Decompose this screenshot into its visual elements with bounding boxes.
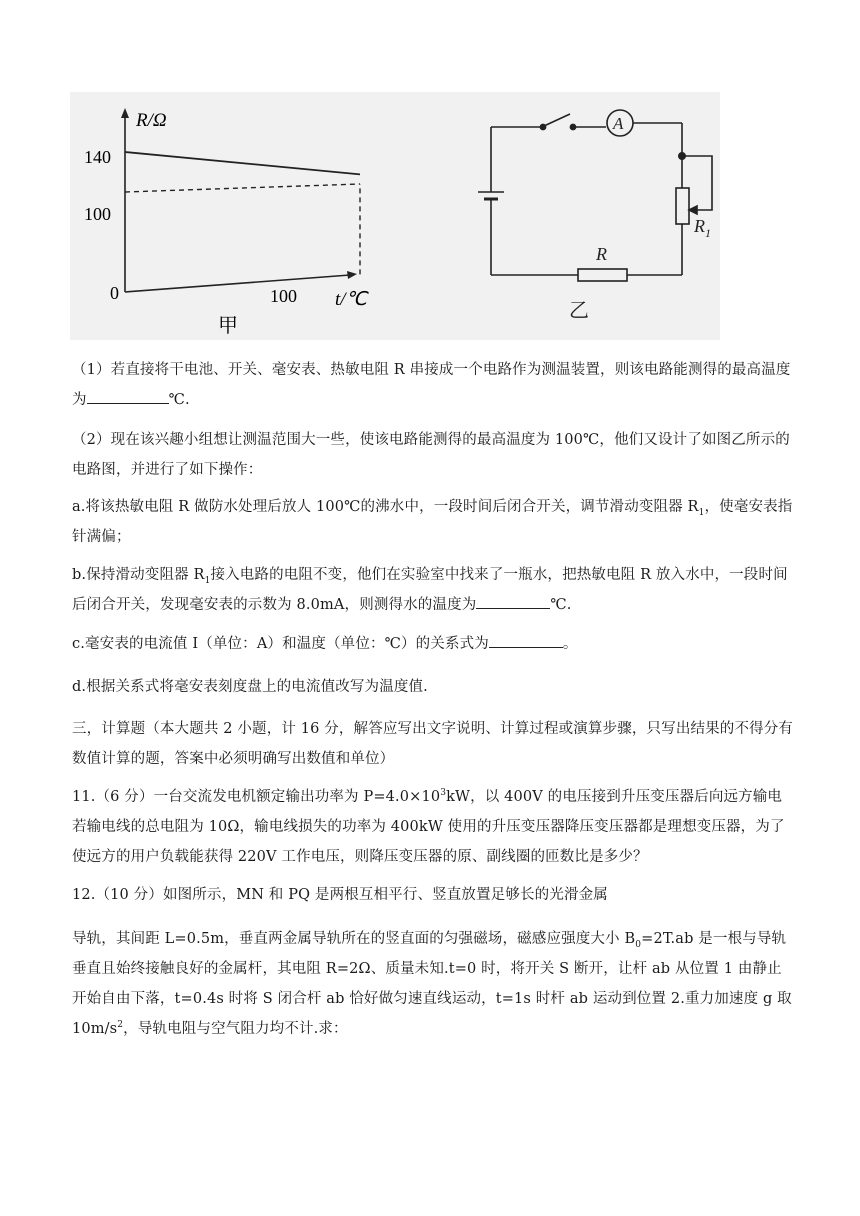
question-2-text: （2）现在该兴趣小组想让测温范围大一些，使该电路能测得的最高温度为 100℃，他们又设计了如图乙所示的电路图，并进行了如下操作： [72,432,790,478]
figures-panel [70,92,720,340]
step-b-after: 接入电路的电阻不变，他们在实验室中找来了一瓶水，把热敏电阻 R 放入水中，一段时间后闭合开关，发现毫安表的示数为 8.0mA，则测得水的温度为 [72,567,788,613]
step-b-unit: ℃. [550,597,572,613]
switch-contact-right [570,124,575,129]
question-12-part3: ，导轨电阻与空气阻力均不计.求： [123,1021,348,1037]
question-1 [72,355,794,415]
tick-label-140: 140 [84,147,111,167]
question-11 [72,782,794,872]
question-11-before: 11.（6 分）一台交流发电机额定输出功率为 P=4.0×10 [72,789,441,805]
rheostat-slider-wire [682,156,712,210]
step-a [72,492,794,552]
rheostat-label: $R_1$ [694,216,711,240]
step-b-before: b.保持滑动变阻器 R [72,567,205,583]
question-11-after: kW，以 400V 的电压接到升压变压器后向远方输电若输电线的总电阻为 10Ω，输电线损失的功率为 400kW 使用的升压变压器降压变压器都是理想变压器，为了使远方的用户负载能获得 220V 工作电压，则降压变压器的原、副线圈的匝数比是多少？ [72,789,785,865]
answer-blank-c[interactable] [489,633,563,648]
x-axis [125,275,350,292]
step-a-before: a.将该热敏电阻 R 做防水处理后放人 100℃的沸水中，一段时间后闭合开关，调节滑动变阻器 R [72,499,699,515]
x-axis-label: t/℃ [335,289,367,310]
step-a-after: ，使毫安表指针满偏； [72,499,793,545]
question-12-sub: 0 [635,939,642,950]
y-axis-label: R/Ω [136,110,167,131]
graph-jia [84,108,370,337]
step-b-sub: 1 [204,575,211,586]
resistor-icon [578,269,627,281]
step-d-text: d.根据关系式将毫安表刻度盘上的电流值改写为温度值. [72,679,428,695]
caption-yi: 乙 [569,298,589,322]
answer-blank-b[interactable] [476,594,550,609]
figures-svg [70,92,720,340]
answer-blank-1[interactable] [87,389,169,404]
step-a-sub: 1 [698,507,705,518]
question-12-sup: 2 [117,1020,124,1031]
rheostat-slider-arrow [689,206,697,214]
question-2 [72,425,794,485]
question-1-unit: ℃. [168,392,190,408]
circuit-yi [478,110,712,281]
step-c [72,629,794,659]
step-c-end: 。 [562,636,578,652]
resistor-label: R [596,244,607,264]
x-axis-arrow [347,271,357,279]
tick-label-100-x: 100 [270,286,297,306]
switch-blade [544,114,570,126]
reference-line-horizontal [125,184,360,192]
section-3-heading [72,714,794,774]
question-12-text: 12.（10 分）如图所示，MN 和 PQ 是两根互相平行、竖直放置足够长的光滑金属 [72,887,608,903]
caption-jia: 甲 [218,313,238,337]
step-c-text: c.毫安表的电流值 I（单位：A）和温度（单位：℃）的关系式为 [72,636,489,652]
question-12-body [72,924,794,1044]
ammeter-label: A [613,114,624,133]
step-d [72,672,794,702]
series-line [125,152,360,174]
question-12 [72,880,794,910]
tick-label-100-y: 100 [84,204,111,224]
y-axis-arrow [121,108,129,118]
rheostat-icon [676,188,689,224]
step-b [72,560,794,620]
question-12-part2: =2T.ab 是一根与导轨垂直且始终接触良好的金属杆，其电阻 R=2Ω、质量未知.t=0 时，将开关 S 断开，让杆 ab 从位置 1 由静止开始自由下落，t=0.4s 时将 S 闭合杆 ab 恰好做匀速直线运动，t=1s 时杆 ab 运动到位置 2.重力加速度 g 取 10m/s [72,931,792,1037]
section-3-text: 三，计算题（本大题共 2 小题，计 16 分，解答应写出文字说明、计算过程或演算步骤，只写出结果的不得分有数值计算的题，答案中必须明确写出数值和单位） [72,721,794,767]
question-12-part1: 导轨，其间距 L=0.5m，垂直两金属导轨所在的竖直面的匀强磁场，磁感应强度大小 B [72,931,636,947]
question-1-text: （1）若直接将干电池、开关、毫安表、热敏电阻 R 串接成一个电路作为测温装置，则该电路能测得的最高温度为 [72,362,791,408]
question-11-sup: 3 [440,788,447,799]
tick-label-0: 0 [110,283,119,303]
